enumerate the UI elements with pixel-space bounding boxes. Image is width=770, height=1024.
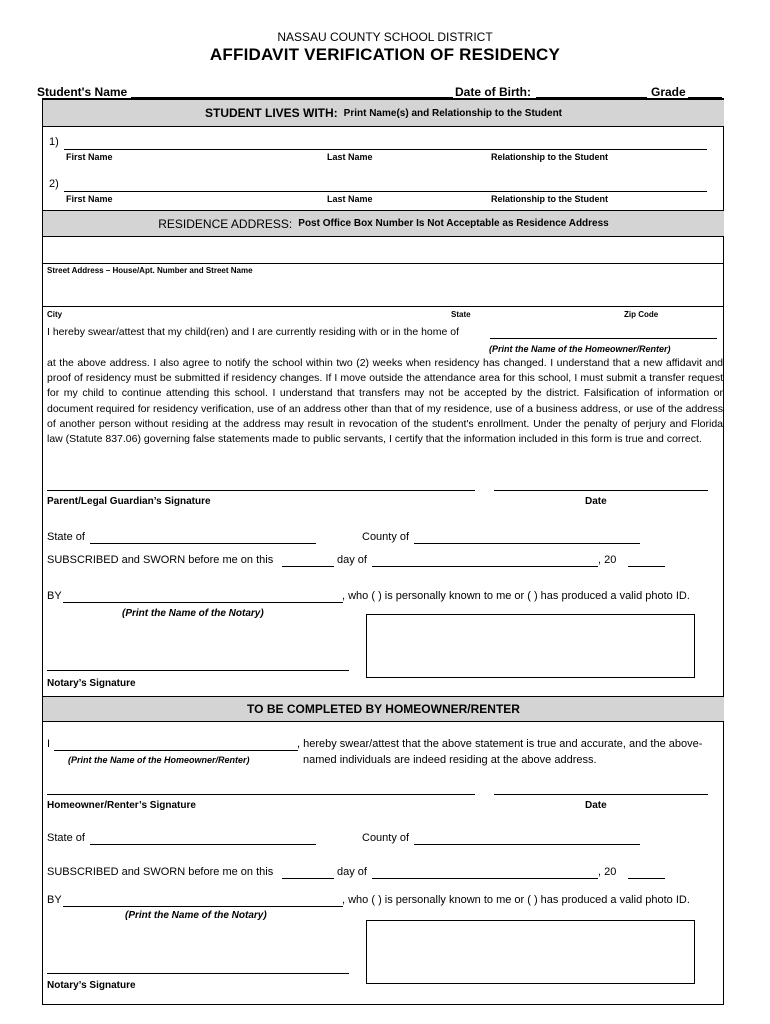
homeowner-band [43, 696, 724, 722]
p-sworn-b: day of [337, 554, 367, 566]
grade-label: Grade [651, 85, 686, 99]
lives-with-band [43, 99, 724, 127]
parent-date-field[interactable] [494, 490, 708, 491]
residence-heading: RESIDENCE ADDRESS: [158, 216, 293, 231]
h-date-label: Date [585, 800, 607, 811]
p-by-tail: , who ( ) is personally known to me or ( ) has produced a valid photo ID. [342, 590, 690, 602]
h-state-label: State of [47, 832, 85, 844]
h-by-tail: , who ( ) is personally known to me or ( ) has produced a valid photo ID. [342, 894, 690, 906]
city-label: City [47, 310, 63, 319]
row2-first-label: First Name [66, 194, 113, 204]
p-notary-signature-label: Notary’s Signature [47, 678, 136, 689]
h-notary-caption: (Print the Name of the Notary) [125, 910, 267, 921]
p-sworn-year-field[interactable] [628, 566, 665, 567]
row1-number: 1) [49, 136, 59, 148]
city-field[interactable] [43, 306, 724, 307]
h-county-label: County of [362, 832, 410, 844]
h-notary-signature-label: Notary’s Signature [47, 980, 136, 991]
form-title: AFFIDAVIT VERIFICATION OF RESIDENCY [209, 45, 561, 64]
p-notary-seal-box[interactable] [366, 614, 695, 678]
h-state-field[interactable] [90, 844, 316, 845]
h-sworn-year-field[interactable] [628, 878, 665, 879]
p-state-field[interactable] [90, 543, 316, 544]
residence-subheading: Post Office Box Number Is Not Acceptable as Residence Address [298, 218, 609, 229]
parent-signature-field[interactable] [47, 490, 475, 491]
h-i-label: I [47, 738, 51, 750]
row2-last-label: Last Name [327, 194, 373, 204]
attest-paragraph: at the above address. I also agree to notify the school within two (2) weeks when residency has changed. I understand that a new affidavit and proof of residency must be submitted if residency changes. If I move outside the attendance area for this school, I must submit a transfer request for my child to continue attending this school. I understand that transfers may not be accepted by the district. Falsification of information or document required for residency verification, use of an address other than that of my residence, use of a business address, or use of the address of another person without residing at the address may result in revocation of the student's enrollment. Under the penalty of perjury and Florida law (Statute 837.06) governing false statements made to public servants, I certify that the information included in this form is true and correct. [47, 357, 723, 446]
p-by-label: BY [47, 590, 62, 602]
parent-signature-label: Parent/Legal Guardian’s Signature [47, 496, 211, 507]
h-date-field[interactable] [494, 794, 708, 795]
row1-field[interactable] [64, 149, 707, 150]
h-notary-signature-field[interactable] [47, 973, 349, 974]
p-notary-caption: (Print the Name of the Notary) [122, 608, 264, 619]
district-name: NASSAU COUNTY SCHOOL DISTRICT [277, 30, 493, 44]
h-name-field[interactable] [54, 750, 298, 751]
h-sworn-b: day of [337, 866, 367, 878]
h-county-field[interactable] [414, 844, 640, 845]
h-signature-field[interactable] [47, 794, 475, 795]
homeowner-heading: TO BE COMPLETED BY HOMEOWNER/RENTER [247, 702, 520, 716]
h-by-label: BY [47, 894, 62, 906]
h-notary-seal-box[interactable] [366, 920, 695, 984]
row1-last-label: Last Name [327, 152, 373, 162]
residence-band [43, 210, 724, 237]
h-sworn-day-field[interactable] [282, 878, 334, 879]
p-sworn-day-field[interactable] [282, 566, 334, 567]
p-state-label: State of [47, 531, 85, 543]
h-sworn-c: , 20 [598, 866, 617, 878]
row2-rel-label: Relationship to the Student [491, 194, 608, 204]
h-name-caption: (Print the Name of the Homeowner/Renter) [68, 755, 250, 765]
h-sworn-month-field[interactable] [372, 878, 598, 879]
state-label: State [451, 310, 471, 319]
h-notary-name-field[interactable] [63, 906, 343, 907]
p-county-label: County of [362, 531, 410, 543]
h-sworn-a: SUBSCRIBED and SWORN before me on this [47, 866, 274, 878]
p-sworn-c: , 20 [598, 554, 617, 566]
street-label: Street Address – House/Apt. Number and Street Name [47, 266, 253, 275]
lives-with-subheading: Print Name(s) and Relationship to the Student [343, 107, 563, 119]
street-field[interactable] [43, 263, 724, 264]
h-statement-b: named individuals are indeed residing at the above address. [303, 754, 597, 766]
zip-label: Zip Code [624, 310, 659, 319]
row1-rel-label: Relationship to the Student [491, 152, 608, 162]
p-notary-signature-field[interactable] [47, 670, 349, 671]
row1-first-label: First Name [66, 152, 113, 162]
homeowner-caption: (Print the Name of the Homeowner/Renter) [489, 344, 671, 354]
homeowner-name-field[interactable] [490, 338, 717, 339]
row2-field[interactable] [64, 191, 707, 192]
lives-with-heading: STUDENT LIVES WITH: [204, 106, 338, 120]
p-sworn-month-field[interactable] [372, 566, 598, 567]
p-county-field[interactable] [414, 543, 640, 544]
parent-date-label: Date [585, 496, 607, 507]
p-sworn-a: SUBSCRIBED and SWORN before me on this [47, 554, 274, 566]
attest-line1: I hereby swear/attest that my child(ren) and I are currently residing with or in the home of [47, 326, 460, 338]
row2-number: 2) [49, 178, 59, 190]
h-signature-label: Homeowner/Renter’s Signature [47, 800, 196, 811]
p-notary-name-field[interactable] [63, 602, 343, 603]
h-statement-a: , hereby swear/attest that the above statement is true and accurate, and the above- [297, 738, 703, 750]
student-name-label: Student's Name [37, 85, 128, 99]
dob-label: Date of Birth: [455, 85, 531, 99]
